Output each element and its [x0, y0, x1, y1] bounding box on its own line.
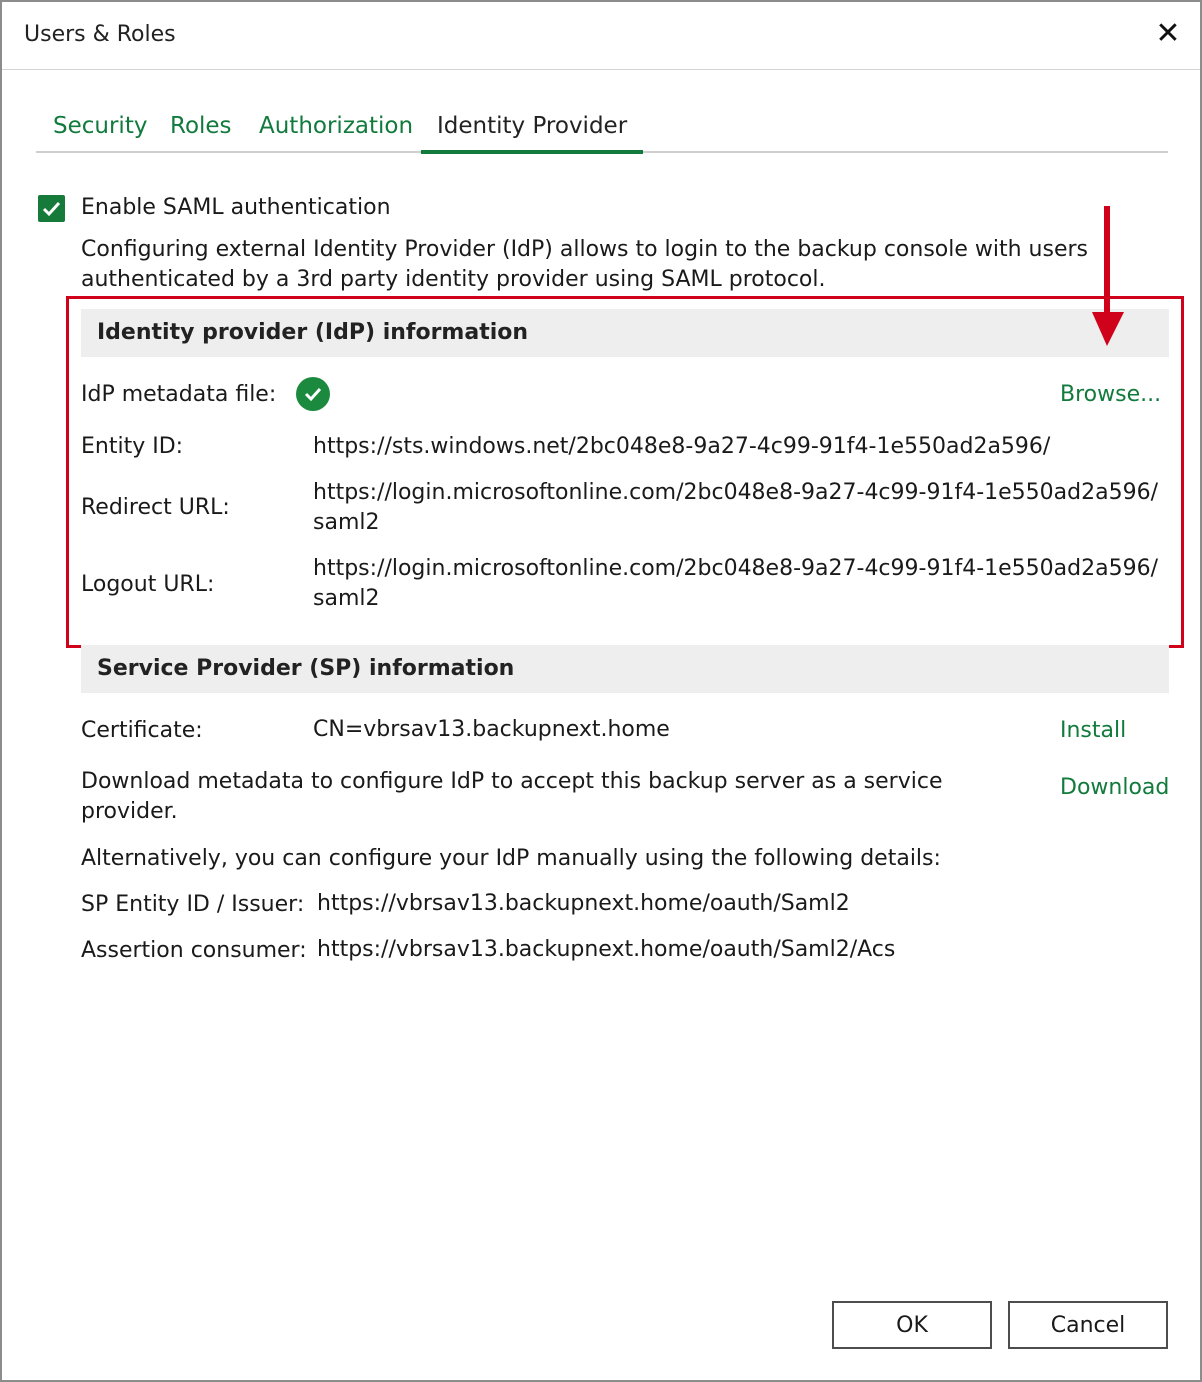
enable-saml-checkbox[interactable]: [38, 195, 65, 222]
install-link[interactable]: Install: [1060, 718, 1127, 743]
certificate-value: CN=vbrsav13.backupnext.home: [313, 717, 670, 742]
download-text-line1: Download metadata to configure IdP to accept this backup server as a service: [81, 769, 943, 794]
arrow-down-icon: [1086, 206, 1132, 348]
sp-entity-label: SP Entity ID / Issuer:: [81, 892, 305, 917]
cancel-button[interactable]: Cancel: [1008, 1301, 1168, 1349]
browse-link[interactable]: Browse...: [1060, 382, 1162, 407]
checkmark-icon: [38, 195, 65, 222]
idp-metadata-label: IdP metadata file:: [81, 382, 277, 407]
tab-roles[interactable]: Roles: [170, 113, 232, 139]
download-text-line2: provider.: [81, 799, 178, 824]
tab-identity-provider[interactable]: Identity Provider: [421, 108, 643, 154]
sp-entity-value: https://vbrsav13.backupnext.home/oauth/Saml2: [317, 891, 850, 916]
highlight-box: [66, 296, 1184, 648]
logout-url-line2: saml2: [313, 586, 380, 611]
close-icon[interactable]: ✕: [1155, 16, 1181, 51]
redirect-url-label: Redirect URL:: [81, 495, 230, 520]
tab-security[interactable]: Security: [53, 113, 148, 139]
sp-section-header: Service Provider (SP) information: [81, 645, 1169, 693]
window-title: Users & Roles: [24, 22, 176, 47]
logout-url-label: Logout URL:: [81, 572, 215, 597]
ok-button[interactable]: OK: [832, 1301, 992, 1349]
title-bar: [2, 2, 1200, 70]
redirect-url-line1: https://login.microsoftonline.com/2bc048e8-9a27-4c99-91f4-1e550ad2a596/: [313, 480, 1158, 505]
redirect-url-line2: saml2: [313, 510, 380, 535]
enable-saml-label: Enable SAML authentication: [81, 195, 391, 220]
manual-config-text: Alternatively, you can configure your IdP manually using the following details:: [81, 846, 941, 871]
assertion-consumer-value: https://vbrsav13.backupnext.home/oauth/Saml2/Acs: [317, 937, 896, 962]
certificate-label: Certificate:: [81, 718, 203, 743]
entity-id-value: https://sts.windows.net/2bc048e8-9a27-4c99-91f4-1e550ad2a596/: [313, 434, 1051, 459]
saml-description: Configuring external Identity Provider (IdP) allows to login to the backup console with users authenticated by a 3rd party identity provider using SAML protocol.: [81, 237, 1089, 292]
download-link[interactable]: Download: [1060, 775, 1170, 800]
tab-bar: [36, 108, 1168, 153]
tab-authorization[interactable]: Authorization: [259, 113, 414, 139]
assertion-consumer-label: Assertion consumer:: [81, 938, 307, 963]
idp-section-header: Identity provider (IdP) information: [81, 309, 1169, 357]
entity-id-label: Entity ID:: [81, 434, 184, 459]
logout-url-line1: https://login.microsoftonline.com/2bc048e8-9a27-4c99-91f4-1e550ad2a596/: [313, 556, 1158, 581]
